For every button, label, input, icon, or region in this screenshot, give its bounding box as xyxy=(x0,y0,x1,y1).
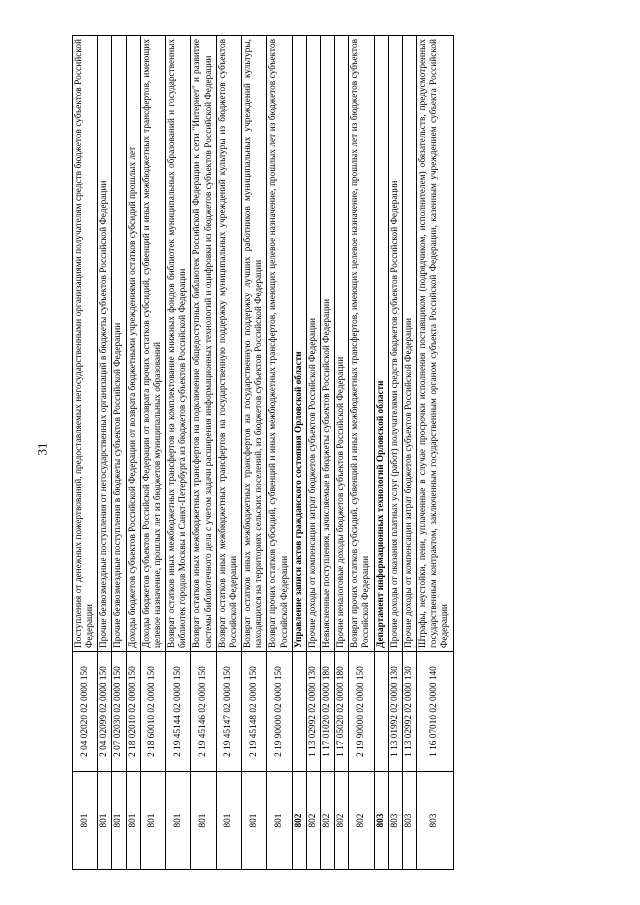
admin-code-cell: 801 xyxy=(242,772,267,870)
description-cell: Возврат прочих остатков субсидий, субвенций и иных межбюджетных трансфертов, имеющих целевое назначение, прошлых лет из бюджетов субъектов Российской Федерации xyxy=(267,36,292,652)
description-cell: Прочие неналоговые доходы бюджетов субъектов Российской Федерации xyxy=(335,36,349,652)
table-row xyxy=(140,36,165,870)
admin-code-cell: 801 xyxy=(126,772,140,870)
kbk-code-cell: 2 19 45148 02 0000 150 xyxy=(242,652,267,772)
kbk-code-cell xyxy=(374,652,388,772)
revenue-codes-table xyxy=(72,35,454,870)
description-cell: Доходы бюджетов субъектов Российской Федерации от возврата бюджетными учреждениями остатков субсидий прошлых лет xyxy=(126,36,140,652)
table-row xyxy=(349,36,374,870)
table-row xyxy=(388,36,402,870)
description-cell: Штрафы, неустойки, пени, уплаченные в случае просрочки исполнения поставщиком (подрядчиком, исполнителем) обязательств, предусмотренных государственным контрактом, заключенным государственным органом субъекта Российской Федерации, казенным учреждением субъекта Российской Федерации xyxy=(417,36,453,652)
kbk-code-cell xyxy=(292,652,306,772)
kbk-code-cell: 2 19 45146 02 0000 150 xyxy=(191,652,216,772)
description-cell: Возврат остатков иных межбюджетных трансфертов на комплектование книжных фондов библиотек муниципальных образований и государственных библиотек городов Москвы и Санкт-Петербурга из бюджетов субъектов Российской Федерации xyxy=(166,36,191,652)
description-cell: Поступления от денежных пожертвований, предоставляемых негосударственными организациями получателям средств бюджетов субъектов Российской Федерации xyxy=(73,36,98,652)
admin-code-cell: 803 xyxy=(417,772,453,870)
description-cell: Прочие доходы от компенсации затрат бюджетов субъектов Российской Федерации xyxy=(306,36,320,652)
table-row xyxy=(402,36,416,870)
kbk-code-cell: 1 13 02992 02 0000 130 xyxy=(402,652,416,772)
admin-code-cell: 801 xyxy=(140,772,165,870)
admin-code-cell: 801 xyxy=(267,772,292,870)
table-row xyxy=(417,36,453,870)
table-row xyxy=(242,36,267,870)
table-row xyxy=(306,36,320,870)
description-cell: Невыясненные поступления, зачисляемые в бюджеты субъектов Российской Федерации xyxy=(320,36,334,652)
kbk-code-cell: 2 04 02099 02 0000 150 xyxy=(98,652,112,772)
description-cell: Доходы бюджетов субъектов Российской Федерации от возврата прочих остатков субсидий, субвенций и иных межбюджетных трансфертов, имеющих целевое назначение, прошлых лет из бюджетов муниципальных образований xyxy=(140,36,165,652)
table-row xyxy=(191,36,216,870)
admin-code-cell: 801 xyxy=(166,772,191,870)
description-cell: Прочие безвозмездные поступления в бюджеты субъектов Российской Федерации xyxy=(112,36,126,652)
kbk-code-cell: 2 07 02030 02 0000 150 xyxy=(112,652,126,772)
kbk-code-cell: 2 19 45144 02 0000 150 xyxy=(166,652,191,772)
admin-code-cell: 801 xyxy=(98,772,112,870)
kbk-code-cell: 1 17 05020 02 0000 180 xyxy=(335,652,349,772)
admin-code-cell: 802 xyxy=(292,772,306,870)
admin-code-cell: 802 xyxy=(349,772,374,870)
table-row xyxy=(98,36,112,870)
table-row xyxy=(267,36,292,870)
kbk-code-cell: 1 13 02992 02 0000 130 xyxy=(306,652,320,772)
admin-code-cell: 802 xyxy=(320,772,334,870)
description-cell: Возврат остатков иных межбюджетных трансфертов на подключение общедоступных библиотек Российской Федерации к сети "Интернет" и развитие системы библиотечного дела с учетом задачи расширения информационных технологий и оцифровки из бюджетов субъектов Российской Федерации xyxy=(191,36,216,652)
kbk-code-cell: 2 19 45147 02 0000 150 xyxy=(216,652,241,772)
kbk-code-cell: 2 19 90000 02 0000 150 xyxy=(349,652,374,772)
admin-code-cell: 801 xyxy=(216,772,241,870)
admin-code-cell: 802 xyxy=(306,772,320,870)
table-row xyxy=(320,36,334,870)
kbk-code-cell: 2 18 60010 02 0000 150 xyxy=(140,652,165,772)
kbk-code-cell: 2 04 02020 02 0000 150 xyxy=(73,652,98,772)
admin-code-cell: 801 xyxy=(112,772,126,870)
description-cell: Прочие доходы от оказания платных услуг (работ) получателями средств бюджетов субъектов Российской Федерации xyxy=(388,36,402,652)
kbk-code-cell: 1 16 07010 02 0000 140 xyxy=(417,652,453,772)
admin-code-cell: 801 xyxy=(73,772,98,870)
admin-code-cell: 801 xyxy=(191,772,216,870)
table-row xyxy=(166,36,191,870)
section-header-row xyxy=(374,36,388,870)
admin-code-cell: 803 xyxy=(374,772,388,870)
page-number: 31 xyxy=(34,442,50,456)
kbk-code-cell: 2 18 02010 02 0000 150 xyxy=(126,652,140,772)
description-cell: Возврат прочих остатков субсидий, субвенций и иных межбюджетных трансфертов, имеющих целевое назначение, прошлых лет из бюджетов субъектов Российской Федерации xyxy=(349,36,374,652)
admin-code-cell: 802 xyxy=(335,772,349,870)
description-cell: Прочие безвозмездные поступления от негосударственных организаций в бюджеты субъектов Российской Федерации xyxy=(98,36,112,652)
description-cell: Возврат остатков иных межбюджетных трансфертов на государственную поддержку лучших работников муниципальных учреждений культуры, находящихся на территориях сельских поселений, из бюджетов субъектов Российской Федерации xyxy=(242,36,267,652)
table-row xyxy=(335,36,349,870)
section-header-row xyxy=(292,36,306,870)
kbk-code-cell: 1 17 01020 02 0000 180 xyxy=(320,652,334,772)
description-cell: Управление записи актов гражданского состояния Орловской области xyxy=(292,36,306,652)
rotated-table-container xyxy=(72,36,552,870)
admin-code-cell: 803 xyxy=(388,772,402,870)
table-row xyxy=(73,36,98,870)
description-cell: Прочие доходы от компенсации затрат бюджетов субъектов Российской Федерации xyxy=(402,36,416,652)
description-cell: Департамент информационных технологий Орловской области xyxy=(374,36,388,652)
description-cell: Возврат остатков иных межбюджетных трансфертов на государственную поддержку муниципальных учреждений культуры из бюджетов субъектов Российской Федерации xyxy=(216,36,241,652)
table-row xyxy=(126,36,140,870)
kbk-code-cell: 2 19 90000 02 0000 150 xyxy=(267,652,292,772)
document-table-wrapper xyxy=(72,36,552,870)
table-row xyxy=(216,36,241,870)
admin-code-cell: 803 xyxy=(402,772,416,870)
kbk-code-cell: 1 13 01992 02 0000 130 xyxy=(388,652,402,772)
table-row xyxy=(112,36,126,870)
table-body xyxy=(73,36,454,870)
